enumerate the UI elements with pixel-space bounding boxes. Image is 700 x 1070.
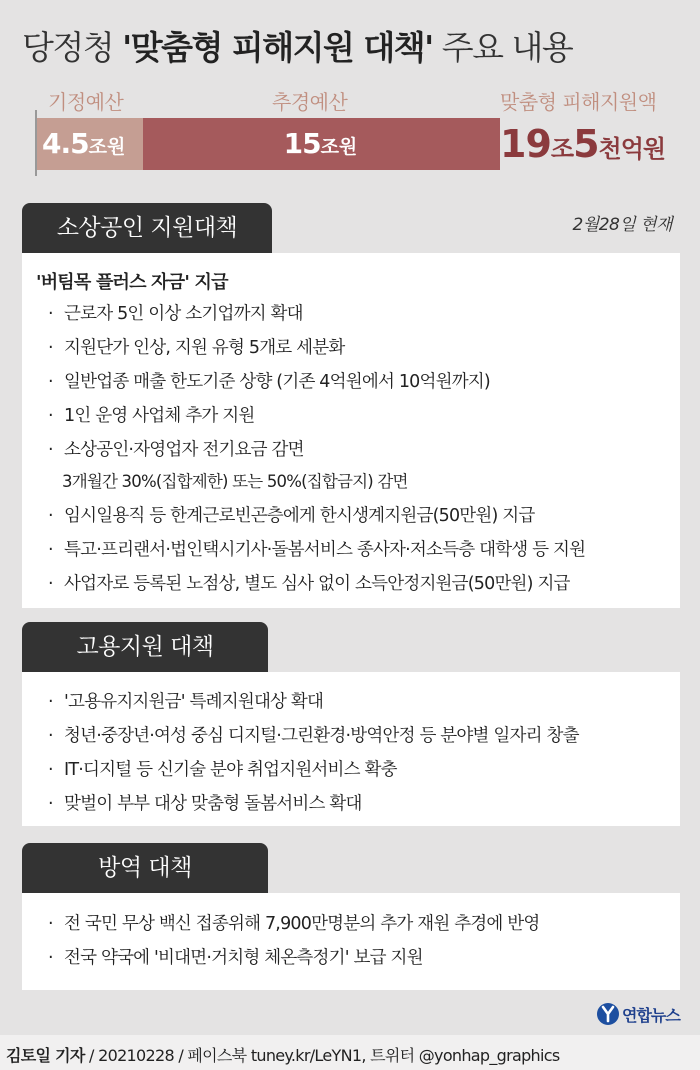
total-support-value: 19조5천억원: [500, 122, 666, 166]
bullet-dot: ·: [48, 338, 53, 358]
quarantine-section-tab: 방역 대책: [22, 843, 268, 893]
bullet-dot: ·: [48, 914, 53, 934]
employment-section-tab: 고용지원 대책: [22, 622, 268, 672]
employment-item: [48, 688, 323, 713]
quarantine-item: [48, 910, 539, 935]
bullet-dot: ·: [48, 726, 53, 746]
bar-start-tick: [35, 110, 37, 176]
small-business-item: [48, 300, 303, 325]
employment-item-text: '고용유지지원금' 특례지원대상 확대: [64, 692, 324, 712]
small-business-item-text: 근로자 5인 이상 소기업까지 확대: [64, 304, 303, 324]
bullet-dot: ·: [48, 948, 53, 968]
total-support-label: 맞춤형 피해지원액: [500, 90, 657, 114]
quarantine-card: [22, 893, 680, 990]
quarantine-item-text: 전 국민 무상 백신 접종위해 7,900만명분의 추가 재원 추경에 반영: [64, 914, 540, 934]
small-business-item-text: 임시일용직 등 한계근로빈곤층에게 한시생계지원금(50만원) 지급: [64, 506, 535, 526]
supplementary-budget-label: 추경예산: [272, 90, 348, 114]
small-business-item-text: 사업자로 등록된 노점상, 별도 심사 없이 소득안정지원금(50만원) 지급: [64, 574, 570, 594]
small-business-sub-item: 3개월간 30%(집합제한) 또는 50%(집합금지) 감면: [62, 472, 408, 491]
small-business-item-text: 1인 운영 사업체 추가 지원: [64, 406, 255, 426]
bullet-dot: ·: [48, 540, 53, 560]
small-business-item: [48, 402, 254, 427]
employment-item: [48, 756, 397, 781]
small-business-item: [48, 368, 490, 393]
small-business-item: [48, 536, 585, 561]
bullet-dot: ·: [48, 692, 53, 712]
small-business-item-text: 일반업종 매출 한도기준 상향 (기존 4억원에서 10억원까지): [64, 372, 490, 392]
employment-item: [48, 722, 579, 747]
small-business-item-text: 소상공인·자영업자 전기요금 감면: [64, 440, 304, 460]
footer-credit-text: / 20210228 / 페이스북 tuney.kr/LeYN1, 트위터 @yonhap_graphics: [84, 1046, 560, 1065]
small-business-item: [48, 570, 570, 595]
page-title: [22, 22, 572, 69]
base-budget-value: 4.5조원: [42, 127, 126, 160]
small-business-item: [48, 334, 345, 359]
employment-item-text: 청년·중장년·여성 중심 디지털·그린환경·방역안정 등 분야별 일자리 창출: [64, 726, 579, 746]
title-suffix: 주요 내용: [432, 28, 573, 67]
bullet-dot: ·: [48, 760, 53, 780]
bullet-dot: ·: [48, 372, 53, 392]
bullet-dot: ·: [48, 304, 53, 324]
small-business-item: [48, 502, 535, 527]
small-business-item: [48, 436, 304, 461]
footer: [0, 1035, 700, 1070]
footer-author: 김토일 기자: [6, 1046, 85, 1065]
budget-labels: [0, 86, 700, 116]
title-emphasis: '맞춤형 피해지원 대책': [122, 28, 433, 67]
employment-item-text: 맞벌이 부부 대상 맞춤형 돌봄서비스 확대: [64, 794, 362, 814]
small-business-item-text: 특고·프리랜서·법인택시기사·돌봄서비스 종사자·저소득층 대학생 등 지원: [64, 540, 586, 560]
quarantine-item-text: 전국 약국에 '비대면·거치형 체온측정기' 보급 지원: [64, 948, 423, 968]
employment-item: [48, 790, 362, 815]
yonhap-logo-text: 연합뉴스: [622, 1006, 680, 1025]
small-business-section-tab: 소상공인 지원대책: [22, 203, 272, 253]
employment-item-text: IT·디지털 등 신기술 분야 취업지원서비스 확충: [64, 760, 397, 780]
supplementary-budget-value: 15조원: [283, 127, 358, 160]
bullet-dot: ·: [48, 406, 53, 426]
bullet-dot: ·: [48, 506, 53, 526]
bullet-dot: ·: [48, 794, 53, 814]
small-business-item-text: 지원단가 인상, 지원 유형 5개로 세분화: [64, 338, 345, 358]
yonhap-logo-icon: [596, 1002, 620, 1026]
footer-credit: [6, 1043, 559, 1066]
base-budget-label: 기정예산: [48, 90, 124, 114]
title-prefix: 당정청: [22, 28, 123, 67]
small-business-heading: '버팀목 플러스 자금' 지급: [36, 272, 228, 293]
quarantine-item: [48, 944, 423, 969]
bullet-dot: ·: [48, 440, 53, 460]
bullet-dot: ·: [48, 574, 53, 594]
date-note: 2월28일 현재: [572, 215, 672, 235]
